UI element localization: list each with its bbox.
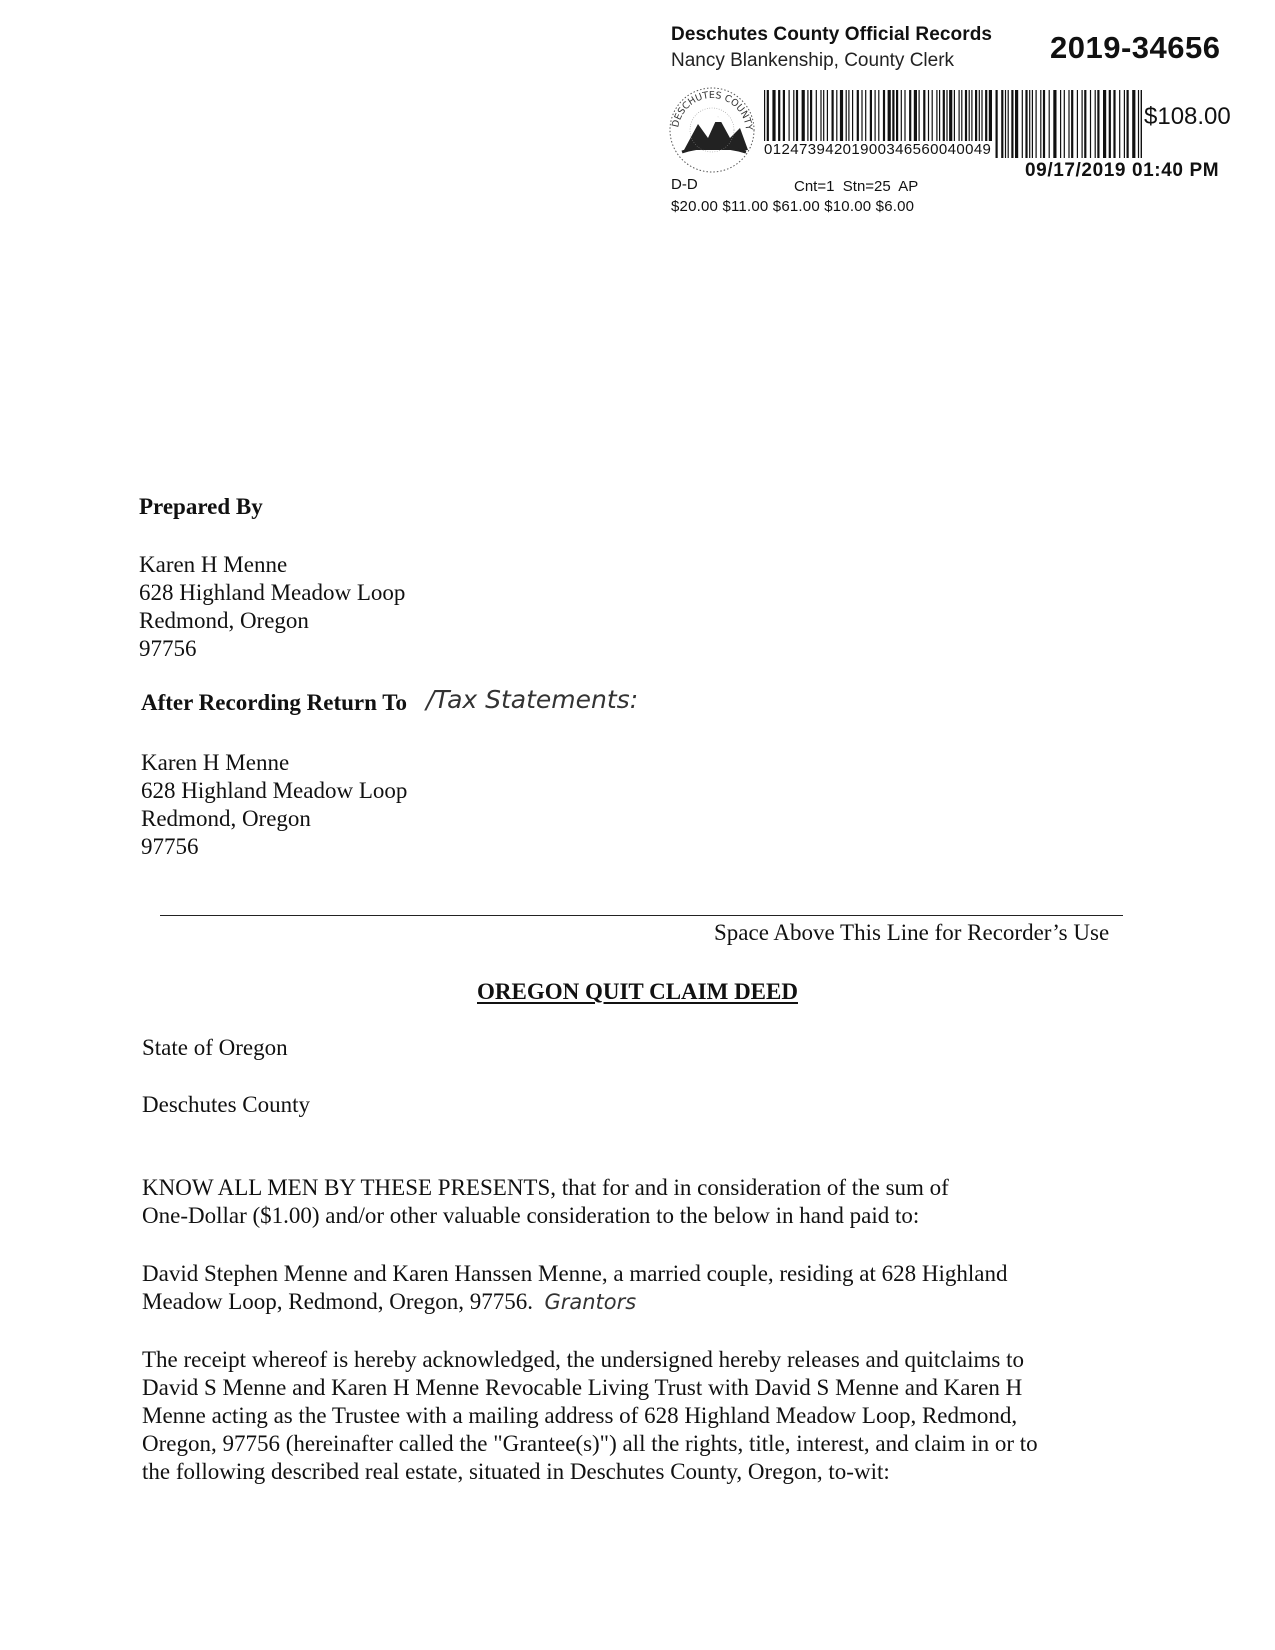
recorder-use-caption: Space Above This Line for Recorder’s Use <box>714 920 1110 945</box>
address-line: Redmond, Oregon <box>141 806 311 831</box>
barcode-bar <box>1095 90 1096 158</box>
barcode-bar <box>1082 90 1083 158</box>
document-type: D-D <box>671 176 698 193</box>
barcode-bar <box>1036 90 1037 158</box>
recorded-datetime: 09/17/2019 01:40 PM <box>1025 160 1220 181</box>
svg-text:DESCHUTES COUNTY: DESCHUTES COUNTY <box>670 90 755 131</box>
barcode-bar <box>996 90 998 158</box>
after-recording-heading: After Recording Return To <box>141 690 407 715</box>
barcode-bar <box>1008 90 1009 158</box>
paragraph-line: David S Menne and Karen H Menne Revocable Living Trust with David S Menne and Karen H <box>142 1375 1023 1400</box>
barcode-bar <box>1119 90 1120 158</box>
barcode-bar <box>1141 90 1142 158</box>
fee-breakdown: $20.00 $11.00 $61.00 $10.00 $6.00 <box>671 198 915 215</box>
barcode-bar <box>1097 90 1099 158</box>
receipt-paragraph <box>142 1346 1142 1486</box>
barcode-bar <box>1090 90 1091 158</box>
record-number: 2019-34656 <box>1050 30 1221 65</box>
barcode-bar <box>1084 90 1086 158</box>
barcode-bar <box>1132 90 1135 158</box>
paragraph-line: One-Dollar ($1.00) and/or other valuable consideration to the below in hand paid to: <box>142 1203 920 1228</box>
state-line: State of Oregon <box>142 1035 288 1060</box>
count-station: Cnt=1 Stn=25 AP <box>794 178 919 195</box>
paragraph-line: Oregon, 97756 (hereinafter called the "Grantee(s)") all the rights, title, interest, and claim in or to <box>142 1431 1038 1456</box>
prepared-by-address <box>139 551 405 663</box>
county-line: Deschutes County <box>142 1092 311 1117</box>
barcode-bar <box>1032 90 1033 158</box>
barcode-bar <box>1005 90 1006 158</box>
barcode-bar <box>1029 90 1030 158</box>
barcode-bar <box>1001 90 1003 158</box>
barcode-bar <box>1124 90 1125 158</box>
barcode-bar <box>1040 90 1041 158</box>
address-line: Redmond, Oregon <box>139 608 309 633</box>
paragraph-line: David Stephen Menne and Karen Hanssen Menne, a married couple, residing at 628 Highland <box>142 1261 1008 1286</box>
prepared-by-heading: Prepared By <box>139 494 263 519</box>
paragraph-line: The receipt whereof is hereby acknowledged, the undersigned hereby releases and quitclaims to <box>142 1347 1024 1372</box>
paragraph-line: Menne acting as the Trustee with a mailing address of 628 Highland Meadow Loop, Redmond, <box>142 1403 1018 1428</box>
address-line: Karen H Menne <box>139 552 288 577</box>
deed-title: OREGON QUIT CLAIM DEED <box>477 979 798 1004</box>
barcode-bar <box>1138 90 1139 158</box>
paragraph-line: KNOW ALL MEN BY THESE PRESENTS, that for and in consideration of the sum of <box>142 1175 949 1200</box>
address-line: Karen H Menne <box>141 750 290 775</box>
address-line: 97756 <box>141 834 199 859</box>
barcode-bar <box>1109 90 1111 158</box>
county-seal-icon <box>664 80 760 176</box>
barcode-bar <box>1049 90 1050 158</box>
address-line: 628 Highland Meadow Loop <box>139 580 406 605</box>
barcode-bar <box>1022 90 1023 158</box>
recorder-separator-line <box>160 915 1123 916</box>
return-address <box>141 749 407 861</box>
barcode-bar <box>1053 90 1056 158</box>
barcode-bar <box>1025 90 1027 158</box>
handwritten-tax-statements-note: /Tax Statements: <box>426 685 639 714</box>
county-clerk: Nancy Blankenship, County Clerk <box>671 50 955 71</box>
barcode-bar <box>1103 90 1106 158</box>
consideration-paragraph <box>142 1174 1142 1230</box>
barcode-bar <box>1043 90 1045 158</box>
grantors-paragraph <box>142 1260 1142 1316</box>
address-line: 97756 <box>139 636 197 661</box>
fee-total: $108.00 <box>1144 103 1231 130</box>
address-line: 628 Highland Meadow Loop <box>141 778 408 803</box>
barcode-bar <box>1113 90 1115 158</box>
barcode-bar <box>1064 90 1065 158</box>
barcode-bar <box>1068 90 1069 158</box>
recording-office: Deschutes County Official Records <box>671 24 993 45</box>
handwritten-grantors-note: Grantors <box>544 1290 637 1314</box>
barcode-bar <box>1127 90 1129 158</box>
barcode-number: 01247394201900346560040049 <box>764 141 995 158</box>
paragraph-line: Meadow Loop, Redmond, Oregon, 97756. <box>142 1289 533 1314</box>
barcode-bar <box>1071 90 1073 158</box>
paragraph-line: the following described real estate, situated in Deschutes County, Oregon, to-wit: <box>142 1459 890 1484</box>
barcode-bar <box>1011 90 1013 158</box>
barcode-bar <box>1060 90 1061 158</box>
barcode-bar <box>1015 90 1018 158</box>
barcode-bar <box>1077 90 1078 158</box>
